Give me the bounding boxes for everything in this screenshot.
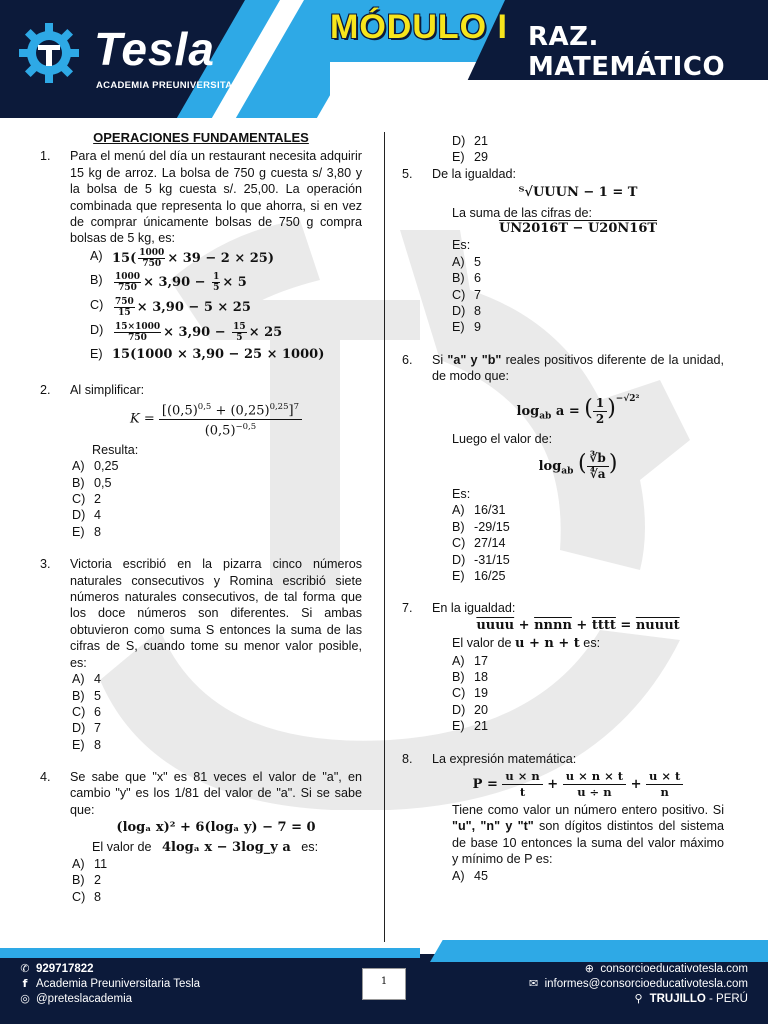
option-letter: D): [452, 552, 466, 567]
option-letter: D): [452, 134, 466, 148]
option-letter: C): [452, 536, 466, 551]
option-b: [72, 475, 362, 491]
option-letter: C): [452, 287, 466, 302]
question-text: En la igualdad:: [432, 601, 516, 616]
question-number: 7.: [402, 601, 413, 616]
facebook-icon: f: [22, 977, 28, 990]
option-letter: B): [90, 272, 103, 287]
option-value: 19: [474, 686, 489, 701]
question-equation: P = $\frac{u \times n}{t}$ + $\frac{u \times n \times t}{u \div n}$ + $\frac{u \times t}{n}$: [432, 769, 724, 800]
option-a: [452, 502, 724, 518]
option-value: 45: [474, 868, 489, 883]
option-e: [452, 149, 724, 165]
option-d: [452, 702, 724, 718]
question-number: 6.: [402, 352, 413, 367]
location-pin-icon: ⚲: [634, 992, 643, 1005]
option-d: [90, 322, 362, 346]
body-text: son dígitos distintos del sistema de base 10 entonces la suma del valor máximo y mínimo de P es:: [452, 819, 724, 867]
gear-logo-icon: [16, 20, 82, 86]
option-letter: A): [452, 254, 465, 269]
mail-icon: ✉: [528, 977, 539, 990]
option-value: 8: [94, 737, 102, 752]
option-a: [72, 458, 362, 474]
option-value: -31/15: [474, 552, 510, 567]
brand-name: Tesla: [94, 23, 215, 75]
option-value: 21: [474, 134, 489, 148]
option-e: [72, 524, 362, 540]
course-title: RAZ. MATEMÁTICO: [528, 22, 726, 82]
footer-blue-band: [430, 940, 768, 962]
facebook-text: Academia Preuniversitaria Tesla: [36, 978, 201, 990]
option-value: 9: [474, 320, 482, 335]
es-label: Es:: [452, 238, 471, 253]
option-value: 5: [94, 688, 102, 703]
option-expression: 15(1000 × 3,90 − 25 × 1000): [112, 346, 325, 362]
option-d: [72, 507, 362, 523]
option-b: [72, 688, 362, 704]
option-letter: C): [452, 686, 466, 701]
option-letter: B): [452, 519, 465, 534]
question-7: [402, 600, 724, 734]
option-value: 27/14: [474, 536, 506, 551]
option-letter: B): [452, 271, 465, 286]
option-c: [90, 297, 362, 322]
option-a: [452, 254, 724, 270]
right-column: [402, 133, 724, 884]
option-letter: A): [452, 868, 465, 883]
question-text: [432, 352, 724, 385]
page-number-box: [362, 968, 406, 1000]
option-letter: A): [452, 653, 465, 668]
option-value: 2: [94, 873, 102, 888]
luego-text: Luego el valor de:: [452, 431, 553, 446]
module-title: MÓDULO I: [330, 8, 508, 46]
stem-variables: "a" y "b": [447, 352, 502, 367]
option-c: [452, 535, 724, 551]
option-c: [72, 704, 362, 720]
option-letter: E): [90, 346, 103, 361]
option-a: [90, 248, 362, 272]
option-e: [72, 737, 362, 753]
option-e: [452, 568, 724, 584]
option-e: [452, 718, 724, 734]
value-line: [432, 635, 724, 652]
question-equation: ᵀ√UUUN − 1 = T: [518, 185, 638, 201]
option-c: [72, 491, 362, 507]
page-footer: [0, 940, 768, 1024]
question-5: [402, 166, 724, 336]
question-text: La expresión matemática:: [432, 751, 577, 766]
footer-phone[interactable]: [18, 962, 94, 975]
column-divider: [384, 132, 385, 942]
question-6: [402, 352, 724, 585]
whatsapp-icon: ✆: [20, 962, 30, 975]
question-2-options: [40, 458, 362, 540]
question-equation: K = $\frac{[(0,5)^{0,5} + (0,25)^{0,25}]^7}{(0,5)^{-0,5}}$: [70, 400, 362, 438]
option-letter: A): [72, 857, 85, 872]
website-text: consorcioeducativotesla.com: [600, 963, 748, 975]
question-4: [40, 769, 362, 905]
option-d: [452, 133, 724, 149]
footer-website[interactable]: [582, 962, 748, 975]
question-text: De la igualdad:: [432, 166, 517, 181]
question-4-continued: [402, 133, 724, 166]
option-letter: C): [72, 704, 86, 719]
option-e: [452, 319, 724, 335]
option-value: 8: [94, 524, 102, 539]
option-value: 16/25: [474, 568, 506, 583]
option-expression: $\frac{15\times 1000}{750}$ × 3,90 − $\frac{15}{5}$ × 25: [115, 321, 283, 343]
option-value: 17: [474, 653, 489, 668]
option-letter: C): [72, 492, 86, 507]
question-text: Se sabe que "x" es 81 veces el valor de "a", en cambio "y" es los 1/81 del valor de "a". Si se sabe que:: [70, 770, 362, 817]
question-text: Al simplificar:: [70, 382, 145, 397]
value-line: [70, 839, 362, 856]
option-c: [452, 685, 724, 701]
option-e: [90, 346, 362, 366]
footer-email[interactable]: [527, 977, 748, 990]
option-value: 8: [474, 303, 482, 318]
instagram-icon: ◎: [20, 992, 30, 1005]
option-c: [72, 889, 362, 905]
option-value: 11: [94, 857, 108, 872]
question-number: 5.: [402, 166, 413, 181]
option-letter: B): [72, 475, 85, 490]
question-8: [402, 751, 724, 884]
option-letter: C): [72, 889, 86, 904]
stem-text: reales positivos diferente de la unidad, de modo que:: [432, 352, 724, 384]
value-expression: u + n + t: [515, 636, 580, 652]
option-value: 4: [94, 672, 102, 687]
option-value: 21: [474, 719, 489, 734]
option-a: [72, 671, 362, 687]
body-variables: "u", "n" y "t": [452, 819, 534, 834]
phone-text: 929717822: [36, 963, 94, 975]
globe-icon: ⊕: [584, 962, 594, 975]
option-value: 7: [94, 721, 102, 736]
option-letter: D): [90, 322, 104, 337]
option-d: [72, 720, 362, 736]
option-letter: B): [72, 688, 85, 703]
value-suffix: es:: [301, 839, 319, 854]
question-2: [40, 382, 362, 458]
brand-subtitle: ACADEMIA PREUNIVERSITARIA: [96, 80, 250, 91]
option-letter: B): [452, 669, 465, 684]
instagram-text: @preteslacademia: [36, 993, 133, 1005]
question-number: 4.: [40, 770, 51, 785]
option-letter: A): [72, 459, 85, 474]
option-letter: C): [90, 297, 104, 312]
question-3: [40, 556, 362, 753]
page-header: [0, 0, 768, 118]
question-number: 1.: [40, 149, 51, 164]
country-text: - PERÚ: [709, 993, 748, 1005]
result-label: Resulta:: [92, 442, 139, 457]
option-value: 8: [94, 889, 102, 904]
option-value: 6: [474, 271, 482, 286]
sum-text: La suma de las cifras de:: [452, 205, 593, 220]
value-prefix: El valor de: [92, 839, 152, 854]
option-letter: E): [452, 719, 465, 734]
option-value: 2: [94, 492, 102, 507]
option-letter: B): [72, 873, 85, 888]
question-1: [40, 148, 362, 365]
option-value: 29: [474, 150, 489, 165]
page-number: 1: [380, 976, 388, 987]
option-b: [90, 272, 362, 297]
option-expression: $\frac{1000}{750}$ × 3,90 − $\frac{1}{5}$ × 5: [115, 271, 247, 293]
option-value: 20: [474, 702, 489, 717]
option-value: 0,5: [94, 475, 112, 490]
option-d: [452, 303, 724, 319]
stem-text: Si: [432, 352, 448, 367]
option-b: [452, 669, 724, 685]
option-expression: $\frac{750}{15}$ × 3,90 − 5 × 25: [115, 296, 251, 318]
question-equation: (logₐ x)² + 6(logₐ y) − 7 = 0: [116, 820, 316, 836]
option-b: [452, 519, 724, 535]
footer-blue-line: [0, 948, 420, 958]
option-a: [452, 653, 724, 669]
footer-instagram[interactable]: [18, 992, 132, 1005]
option-b: [72, 872, 362, 888]
option-d: [452, 552, 724, 568]
left-column: [40, 130, 362, 905]
option-value: 0,25: [94, 459, 119, 474]
option-letter: E): [72, 737, 85, 752]
option-value: 5: [474, 254, 482, 269]
option-b: [452, 270, 724, 286]
option-letter: E): [452, 320, 465, 335]
es-label: Es:: [452, 486, 471, 501]
option-a: [452, 868, 724, 884]
footer-location: [632, 992, 748, 1005]
value-expression: 4logₐ x − 3log_y a: [162, 839, 291, 855]
question-number: 2.: [40, 382, 51, 397]
option-letter: E): [72, 524, 85, 539]
option-letter: E): [452, 150, 465, 165]
value-text: El valor de: [452, 636, 512, 651]
option-letter: A): [452, 503, 465, 518]
email-text: informes@consorcioeducativotesla.com: [544, 978, 748, 990]
section-title: OPERACIONES FUNDAMENTALES: [93, 130, 309, 145]
option-letter: A): [72, 672, 85, 687]
option-value: 18: [474, 669, 489, 684]
option-value: 4: [94, 508, 102, 523]
question-text: Para el menú del día un restaurant necesita adquirir 15 kg de arroz. La bolsa de 750 g cuesta s/ 3,80 y la bolsa de 5 kg cuesta s/. 25,00. La operación combinada que representa lo que ahorra, si en vez de comprar únicamente bolsas de 750 g compra bolsas de 5 kg, es:: [70, 149, 362, 246]
option-a: [72, 856, 362, 872]
option-value: 6: [94, 704, 102, 719]
option-expression: 15( $\frac{1000}{750}$ × 39 − 2 × 25): [112, 247, 274, 269]
question-number: 3.: [40, 557, 51, 572]
option-c: [452, 287, 724, 303]
value-suffix: es:: [579, 636, 601, 651]
body-text: Tiene como valor un número entero positivo. Si: [452, 802, 724, 817]
question-equation: $\log_{ab} a$ = ( $\frac{1}{2}$ )$^{-√2^2}$: [516, 393, 640, 426]
value-expression: $\log_{ab}$ ( $\frac{∛b}{∜a}$ ): [538, 450, 618, 481]
question-equation: uuuu + nnnn + tttt = nuuut: [476, 617, 680, 633]
question-number: 8.: [402, 751, 413, 766]
option-letter: E): [452, 568, 465, 583]
option-value: 16/31: [474, 503, 506, 518]
question-text: Victoria escribió en la pizarra cinco números naturales consecutivos y Romina escribió siete números naturales consecutivos, de tal forma que los doce números son diferentes. Si ambas obtuvieron como suma S entonces la suma de las cifras de S, cuando tome su menor valor posible, es:: [70, 557, 362, 670]
question-body: [432, 802, 724, 868]
option-value: 7: [474, 287, 482, 302]
sum-expression: UN2016T − U20N16T: [498, 221, 658, 236]
option-letter: D): [72, 508, 86, 523]
option-value: -29/15: [474, 519, 510, 534]
option-letter: D): [72, 721, 86, 736]
footer-facebook[interactable]: [18, 977, 200, 990]
option-letter: A): [90, 248, 103, 263]
city-text: TRUJILLO: [649, 993, 706, 1005]
option-letter: D): [452, 303, 466, 318]
option-letter: D): [452, 702, 466, 717]
